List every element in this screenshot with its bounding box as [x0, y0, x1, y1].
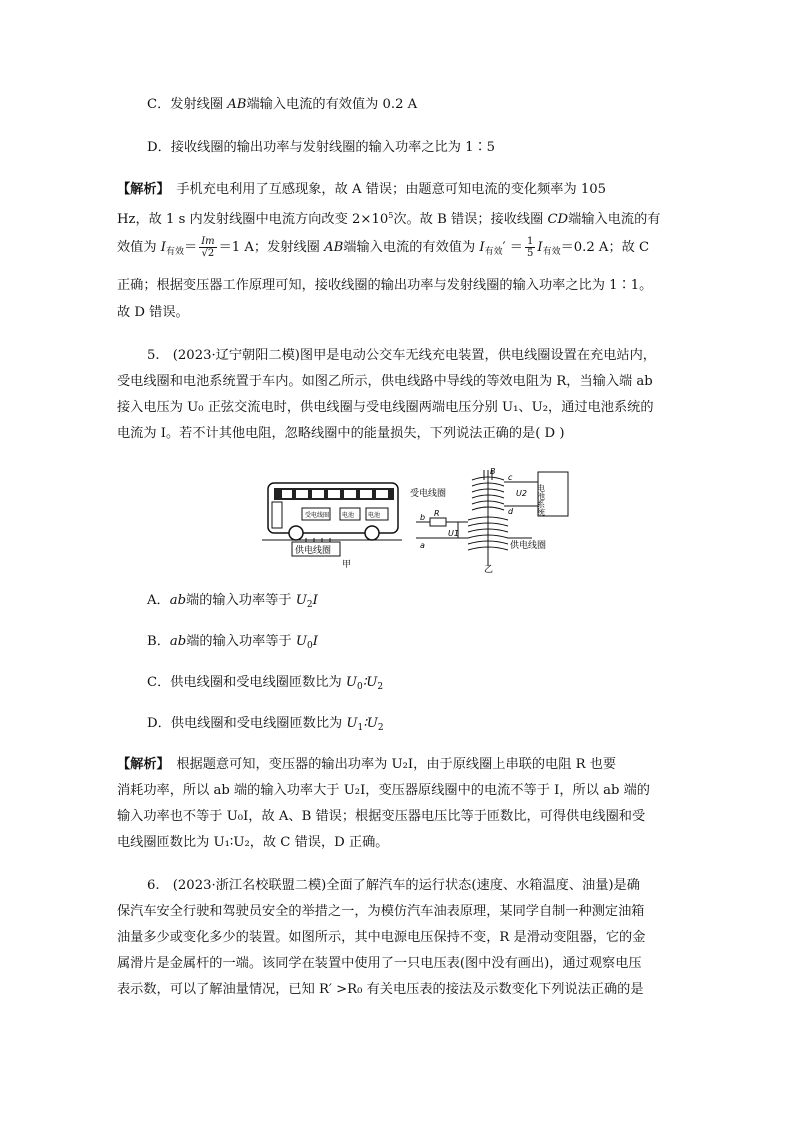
figure-label-recv: 受电线圈 [410, 489, 447, 499]
analysis5-line2: 消耗功率，所以 ab 端的输入功率大于 U₂I，变压器原线圈中的电流不等于 I，所以 ab 端的 [117, 783, 650, 798]
q5-option-d: D．供电线圈和受电线圈匝数比为 $U_1∶U_2$ [147, 716, 384, 733]
analysis4-line1: 【解析】 手机充电利用了互感现象，故 A 错误；由题意可知电流的变化频率为 105 [117, 182, 607, 197]
q5-line4: 电流为 I。若不计其他电阻，忽略线圈中的能量损失，下列说法正确的是( D ) [117, 426, 565, 441]
analysis4-line4: 正确；根据变压器工作原理可知，接收线圈的输出功率与发射线圈的输入功率之比为 1∶1。 [117, 278, 653, 293]
q6-line2: 保汽车安全行驶和驾驶员安全的举措之一，为模仿汽车油表原理，某同学自制一种测定油箱 [117, 904, 645, 919]
bus-label-supply: 供电线圈 [295, 546, 332, 556]
q5-line3: 接入电压为 U₀ 正弦交流电时，供电线圈与受电线圈两端电压分别 U₁、U₂，通过电池系统的 [117, 400, 654, 415]
label-d: d [508, 507, 514, 516]
label-a: a [420, 541, 425, 550]
label-R: R [434, 509, 440, 518]
analysis4-line2: Hz，故 1 s 内发射线圈中电流方向改变 $2\times 10^5$次。故 B 错误；接收线圈 CD端输入电流的有 [117, 211, 661, 227]
analysis5-line1: 【解析】 根据题意可知，变压器的输出功率为 U₂I，由于原线圈上串联的电阻 R 也要 [117, 757, 617, 772]
figure-label-supply: 供电线圈 [510, 541, 547, 551]
figure-label-jia: 甲 [342, 560, 352, 570]
bus-label-batt2: 电池 [368, 512, 381, 519]
label-b: b [420, 513, 426, 522]
q5-line1: 5. (2023·辽宁朝阳二模)图甲是电动公交车无线充电装置，供电线圈设置在充电站内， [147, 348, 656, 363]
label-U2: U2 [516, 489, 527, 498]
q5-line2: 受电线圈和电池系统置于车内。如图乙所示，供电线路中导线的等效电阻为 R，当输入端 ab [117, 374, 653, 389]
fraction: $\frac{Im}{√2}$ [201, 236, 215, 259]
option-d-prev: D．接收线圈的输出功率与发射线圈的输入功率之比为 1∶5 [147, 140, 496, 155]
analysis4-line5: 故 D 错误。 [117, 305, 189, 320]
figure-label-batt: 电池系统 [536, 484, 546, 516]
fraction: $\frac{1}{5}$ [526, 236, 534, 259]
analysis5-line3: 输入功率也不等于 U₀I，故 A、B 错误；根据变压器电压比等于匝数比，可得供电线圈和受 [117, 809, 646, 824]
option-c-prev: C．发射线圈 AB端输入电流的有效值为 0.2 A [147, 97, 418, 112]
label-B: B [490, 467, 496, 476]
q5-option-a: A．ab端的输入功率等于 $U_2I$ [147, 593, 318, 610]
q6-line4: 属滑片是金属杆的一端。该同学在装置中使用了一只电压表(图中没有画出)，通过观察电压 [117, 956, 642, 971]
analysis4-line3: 效值为 $I_{有效}=$ $\frac{Im}{√2}$ ＝1 A；发射线圈 AB端输入电流的有效值为 $I_{有效}'$ ＝ $\frac{1}{5}$ $I_{有效}=0.2$ A；故 C [117, 236, 650, 259]
q6-line3: 油量多少或变化多少的装置。如图所示，其中电源电压保持不变，R 是滑动变阻器，它的金 [117, 930, 646, 945]
label-U1: U1 [448, 529, 459, 538]
bus-label-recv: 受电线圈 [305, 512, 330, 519]
figure-label-yi: 乙 [484, 565, 494, 575]
q6-line5: 表示数，可以了解油量情况，已知 R′ >R₀ 有关电压表的接法及示数变化下列说法正确的是 [117, 982, 644, 997]
bus-diagram [262, 483, 402, 556]
q5-option-b: B．ab端的输入功率等于 $U_0I$ [147, 634, 318, 651]
analysis5-line4: 电线圈匝数比为 U₁∶U₂，故 C 错误，D 正确。 [117, 835, 389, 850]
bus-charging-figure [262, 466, 582, 578]
label-c: c [508, 473, 513, 482]
q6-line1: 6. (2023·浙江名校联盟二模)全面了解汽车的运行状态(速度、水箱温度、油量)是确 [147, 878, 640, 893]
bus-label-batt: 电池 [342, 512, 355, 519]
q5-option-c: C．供电线圈和受电线圈匝数比为 $U_0∶U_2$ [147, 675, 384, 692]
